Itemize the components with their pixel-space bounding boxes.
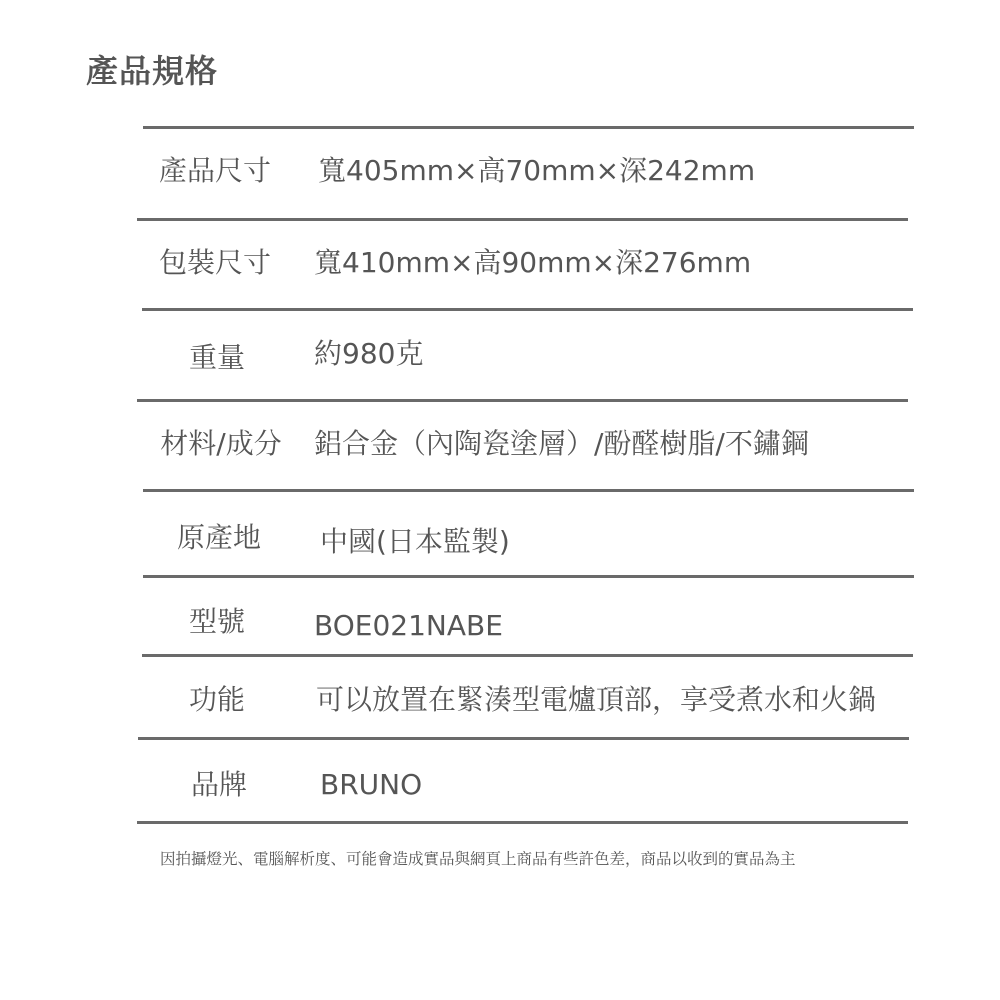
table-rule [138, 737, 909, 740]
spec-label-origin: 原產地 [176, 521, 261, 554]
disclaimer-note: 因拍攝燈光、電腦解析度、可能會造成實品與網頁上商品有些許色差，商品以收到的實品為主 [160, 850, 796, 868]
spec-value-brand: BRUNO [320, 768, 423, 801]
spec-value-package-size: 寬410mm×高90mm×深276mm [314, 246, 752, 279]
spec-value-function: 可以放置在緊湊型電爐頂部，享受煮水和火鍋 [316, 683, 877, 716]
table-rule [142, 308, 913, 311]
spec-label-brand: 品牌 [190, 768, 247, 801]
spec-label-weight: 重量 [188, 341, 245, 374]
page-title: 產品規格 [86, 52, 219, 90]
table-rule [143, 575, 914, 578]
spec-label-material: 材料/成分 [160, 427, 282, 460]
spec-value-weight: 約980克 [314, 337, 424, 370]
spec-label-size: 產品尺寸 [158, 154, 271, 187]
spec-value-origin: 中國(日本監製) [320, 525, 510, 558]
table-rule [137, 821, 908, 824]
spec-value-size: 寬405mm×高70mm×深242mm [318, 154, 756, 187]
spec-value-model: BOE021NABE [314, 609, 503, 642]
spec-value-material: 鋁合金（內陶瓷塗層）/酚醛樹脂/不鏽鋼 [314, 427, 809, 460]
table-rule [143, 489, 914, 492]
table-rule [143, 126, 914, 129]
table-rule [137, 218, 908, 221]
table-rule [137, 399, 908, 402]
table-rule [142, 654, 913, 657]
spec-label-function: 功能 [188, 683, 245, 716]
spec-label-model: 型號 [188, 605, 245, 638]
spec-label-package-size: 包裝尺寸 [158, 246, 271, 279]
